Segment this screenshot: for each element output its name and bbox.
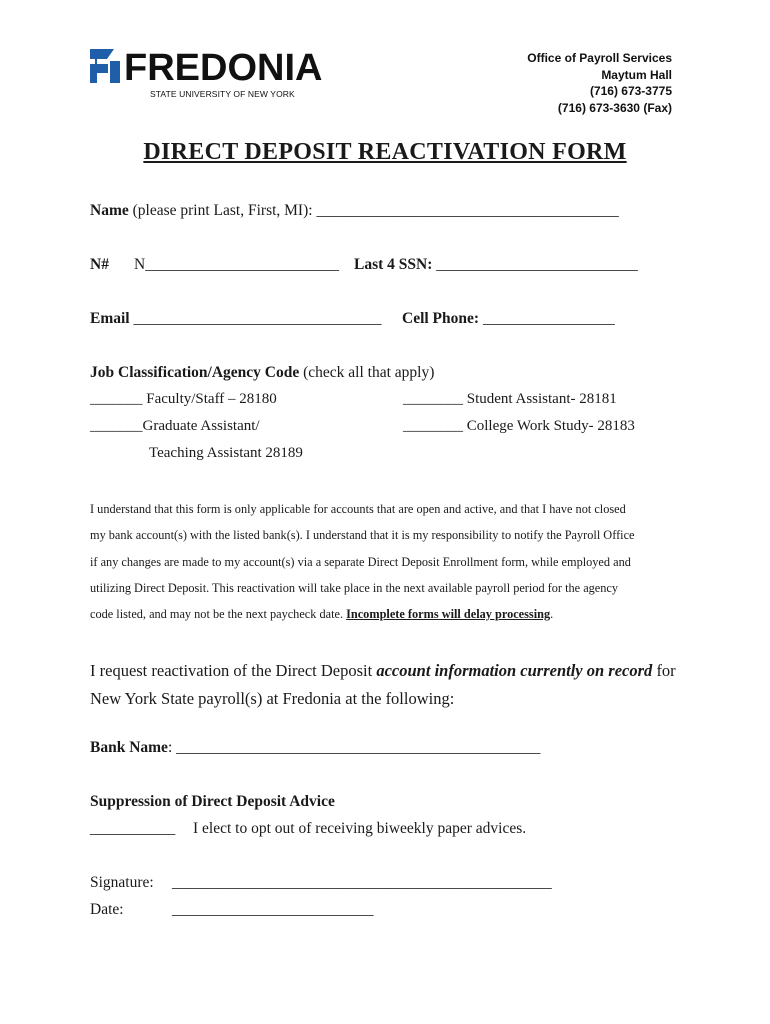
option-teaching-assistant: Teaching Assistant 28189 [149,445,303,461]
name-field[interactable] [90,202,619,220]
suppression-heading: Suppression of Direct Deposit Advice [90,793,335,810]
email-blank[interactable]: ________________________________ [129,310,382,327]
email-field[interactable] [90,310,382,328]
office-fax: (716) 673-3630 (Fax) [557,100,672,115]
logo-subtitle: STATE UNIVERSITY OF NEW YORK [150,89,295,99]
signature-label: Signature: [90,874,154,891]
form-title: DIRECT DEPOSIT REACTIVATION FORM [143,139,627,165]
suppression-blank[interactable]: ___________ [90,820,176,837]
n-number-field[interactable]: N_________________________ [134,256,339,273]
signature-blank[interactable]: _________________________________________________ [172,874,552,891]
suppression-text: I elect to opt out of receiving biweekly paper advices. [193,820,527,837]
option-student-assistant[interactable]: ________ Student Assistant- 28181 [403,391,617,407]
name-blank[interactable]: _______________________________________ [316,202,619,219]
cell-phone-blank[interactable]: _________________ [479,310,615,327]
paragraph-line [90,601,730,627]
request-emphasis: account information currently on record [376,661,653,680]
date-blank[interactable]: __________________________ [172,901,374,918]
name-hint: (please print Last, First, MI): [128,202,317,219]
cell-phone-field[interactable] [402,310,615,328]
bank-name-label: Bank Name [90,739,168,756]
paragraph-last-prefix: code listed, and may not be the next paycheck date. [90,607,347,622]
option-college-work-study[interactable]: ________ College Work Study- 28183 [403,418,635,434]
job-classification-hint: (check all that apply) [299,364,435,381]
request-prefix: I request reactivation of the Direct Deposit [90,661,377,680]
n-number-label: N# [90,256,109,273]
email-label: Email [90,310,130,327]
option-graduate-assistant[interactable]: _______Graduate Assistant/ [90,418,260,434]
logo-wordmark: FREDONIA [124,47,323,89]
fredonia-logo-icon [88,47,122,85]
suppression-option[interactable] [90,820,175,838]
ssn-field[interactable] [354,256,638,274]
request-suffix: for [652,661,676,680]
paragraph-last-suffix: . [550,607,554,622]
bank-name-field[interactable] [90,739,540,757]
job-classification-label: Job Classification/Agency Code [90,364,300,381]
paragraph-line: if any changes are made to my account(s) via a separate Direct Deposit Enrollment form, while employed and [90,554,631,569]
office-building: Maytum Hall [601,67,672,82]
paragraph-line: my bank account(s) with the listed bank(s). I understand that it is my responsibility to notify the Payroll Office [90,528,635,543]
acknowledgement-paragraph [90,496,730,627]
ssn-blank[interactable]: __________________________ [432,256,638,273]
paragraph-line: I understand that this form is only applicable for accounts that are open and active, and that I have not closed [90,502,626,516]
date-label: Date: [90,901,124,918]
request-line-1 [90,657,676,685]
office-name: Office of Payroll Services [527,51,672,65]
job-classification-heading [90,364,434,382]
request-line-2: New York State payroll(s) at Fredonia at the following: [90,689,455,708]
incomplete-forms-warning: Incomplete forms will delay processing [346,607,551,622]
paragraph-line: utilizing Direct Deposit. This reactivation will take place in the next available payroll period for the agency [90,580,619,595]
office-address [527,50,672,116]
bank-name-blank[interactable]: : _______________________________________________ [167,739,541,756]
cell-phone-label: Cell Phone: [402,310,480,327]
office-phone: (716) 673-3775 [589,84,672,98]
reactivation-request [90,657,676,713]
option-faculty-staff[interactable]: _______ Faculty/Staff – 28180 [90,391,277,407]
ssn-label: Last 4 SSN: [354,256,433,273]
name-label: Name [90,202,129,219]
